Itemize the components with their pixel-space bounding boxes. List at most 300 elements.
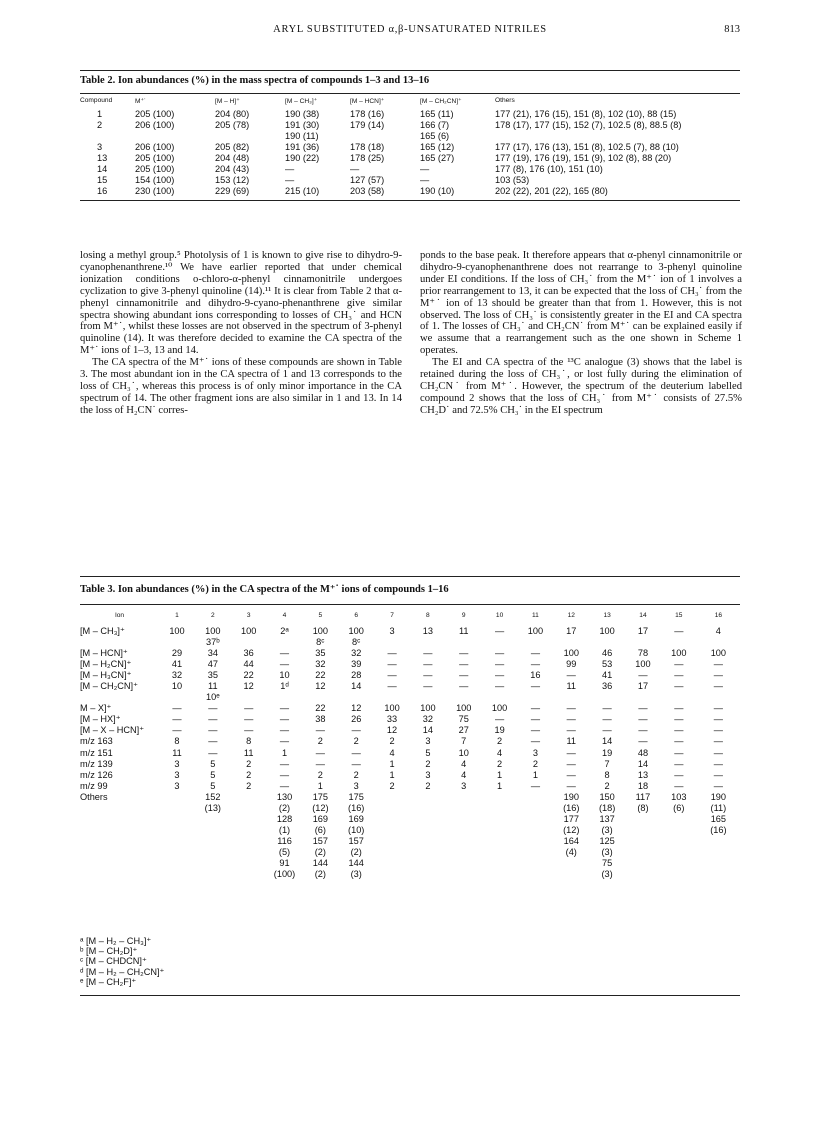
table-cell: [M – HCN]⁺ xyxy=(80,648,128,659)
table-cell: — xyxy=(566,703,576,714)
table-cell: 203 (58) xyxy=(350,186,385,197)
table-cell: 178 (25) xyxy=(350,153,385,164)
table-row xyxy=(80,725,740,736)
table-cell: — xyxy=(674,780,684,791)
table-cell: 44 xyxy=(243,659,254,670)
table2-header-cell: Others xyxy=(495,97,515,104)
table-cell: 8 xyxy=(604,769,610,780)
table-cell: — xyxy=(674,736,684,747)
table-cell xyxy=(374,803,410,814)
table-cell: — xyxy=(387,681,397,692)
table-cell xyxy=(80,836,159,847)
table-cell: 18 xyxy=(637,780,649,791)
table-cell: 13 xyxy=(422,626,433,636)
table-cell: 22 xyxy=(315,670,326,681)
table-cell: 117 xyxy=(635,791,651,802)
table-cell: 2 xyxy=(532,758,538,769)
table-cell xyxy=(195,847,231,858)
table-cell xyxy=(195,836,231,847)
table-cell: 11 xyxy=(566,736,577,747)
table-cell: 48 xyxy=(637,747,649,758)
table-cell xyxy=(661,869,697,880)
table3-footnotes xyxy=(80,936,164,987)
table-cell: 53 xyxy=(601,659,613,670)
table-cell: 2 xyxy=(317,769,323,780)
table-cell xyxy=(159,792,195,803)
table-cell: 100 xyxy=(671,648,687,659)
table-cell: 5 xyxy=(210,780,216,791)
table2-caption: Table 2. Ion abundances (%) in the mass spectra of compounds 1–3 and 13–16 xyxy=(80,75,430,86)
table-cell: — xyxy=(279,725,290,736)
table-cell xyxy=(374,692,410,703)
table-cell: — xyxy=(530,681,541,692)
table-cell xyxy=(80,637,159,648)
table-cell: 22 xyxy=(243,670,254,681)
table-cell xyxy=(553,858,589,869)
table3-header-cell: 2 xyxy=(210,612,215,619)
table-cell: — xyxy=(713,703,723,714)
table-cell xyxy=(482,814,518,825)
table-cell: 41 xyxy=(601,670,613,681)
table-cell: (2) xyxy=(278,802,291,813)
table-cell: 46 xyxy=(601,648,613,659)
table-cell xyxy=(267,692,303,703)
table-cell xyxy=(589,637,625,648)
table-cell: 191 (30) xyxy=(285,120,320,131)
table-cell: — xyxy=(315,725,325,736)
table-cell: 157 xyxy=(312,835,329,846)
table3-header-cell: 1 xyxy=(175,612,179,619)
table-cell: 177 (19), 176 (19), 151 (9), 102 (8), 88 (20) xyxy=(495,153,672,164)
table-cell: 3 xyxy=(97,142,103,153)
table-row xyxy=(80,759,740,770)
table-cell xyxy=(410,692,446,703)
table-cell xyxy=(697,836,740,847)
table-cell: 100 xyxy=(599,626,615,636)
table-cell: — xyxy=(530,725,541,736)
footnote: ᵈ [M – H₂ – CH₂CN]⁺ xyxy=(80,966,165,977)
table-cell: — xyxy=(674,747,684,758)
table-cell: — xyxy=(713,725,723,736)
table-cell: 29 xyxy=(171,648,183,659)
table-cell: (2) xyxy=(350,846,362,857)
table-cell: 1 xyxy=(97,109,103,119)
table-cell: [M – X – HCN]⁺ xyxy=(80,725,145,736)
table-cell: — xyxy=(566,714,576,725)
table-cell xyxy=(625,858,661,869)
table-cell: — xyxy=(530,648,541,659)
table-cell xyxy=(518,858,554,869)
table-cell: 2ᵃ xyxy=(280,626,289,636)
table3-header-cell: 3 xyxy=(246,612,251,619)
table-cell xyxy=(518,847,554,858)
table-cell: 1 xyxy=(281,747,288,758)
table-cell: 15 xyxy=(97,175,108,186)
table-cell: 190 (10) xyxy=(420,186,455,197)
table-cell: 100 xyxy=(491,703,508,714)
table-cell: 35 xyxy=(207,670,218,681)
table-cell xyxy=(518,692,554,703)
table-cell: — xyxy=(566,780,576,791)
table-cell: 41 xyxy=(171,659,183,670)
table-cell: — xyxy=(674,714,684,725)
table-cell xyxy=(338,692,374,703)
table-cell: — xyxy=(351,747,361,758)
table-cell: 14 xyxy=(351,681,362,692)
running-header xyxy=(80,20,740,40)
table-cell xyxy=(482,803,518,814)
table-cell: — xyxy=(713,714,723,725)
table-row xyxy=(80,736,740,747)
table-cell: — xyxy=(423,648,433,659)
table-cell: — xyxy=(530,780,541,791)
table-cell: 22 xyxy=(315,703,326,714)
table-cell: 205 (78) xyxy=(215,120,250,131)
table-cell: 153 (12) xyxy=(215,175,250,186)
table-cell xyxy=(374,836,410,847)
table-cell: — xyxy=(638,714,648,725)
table-cell: — xyxy=(420,175,430,186)
table-cell xyxy=(625,814,661,825)
left-column xyxy=(80,250,402,417)
table-cell: 17 xyxy=(637,681,649,692)
table-row xyxy=(80,869,740,880)
table-cell: 11 xyxy=(208,681,218,692)
table-cell: — xyxy=(172,725,182,736)
table-cell: 100 xyxy=(563,648,579,659)
table-cell xyxy=(446,814,482,825)
table-row xyxy=(80,681,740,692)
table-cell: 3 xyxy=(174,769,180,780)
table-cell: (100) xyxy=(273,869,296,880)
table-cell xyxy=(625,637,661,648)
table-cell: — xyxy=(459,648,469,659)
table3-header-cell: 6 xyxy=(354,612,359,619)
table-cell: 205 (100) xyxy=(135,153,175,164)
table-cell: 169 xyxy=(312,813,329,824)
table-cell: 16 xyxy=(97,186,108,197)
table-cell: 215 (10) xyxy=(285,186,320,197)
table-cell: — xyxy=(351,758,361,769)
table3-bottom-rule xyxy=(80,995,740,996)
table-cell xyxy=(231,814,267,825)
table-cell: 205 (82) xyxy=(215,142,250,153)
table-cell: — xyxy=(494,659,505,670)
table-cell: 229 (69) xyxy=(215,186,250,197)
table-cell: — xyxy=(279,736,290,747)
table-cell xyxy=(446,692,482,703)
table-cell: — xyxy=(350,164,360,175)
table-cell: — xyxy=(602,703,612,714)
table-cell: 100 xyxy=(312,626,329,636)
table2-bottom-rule xyxy=(80,200,740,201)
table-cell: 17 xyxy=(566,626,577,636)
table-cell: — xyxy=(713,780,723,791)
table-cell: 125 xyxy=(599,835,615,846)
table-cell xyxy=(518,825,554,836)
table-cell: (18) xyxy=(598,802,616,813)
table-cell: — xyxy=(172,703,182,714)
table-cell: — xyxy=(208,725,218,736)
table-cell: 202 (22), 201 (22), 165 (80) xyxy=(495,186,608,197)
table3-header-cell: 14 xyxy=(639,612,647,619)
table-row xyxy=(80,670,740,681)
table-cell: 3 xyxy=(425,736,431,747)
table-cell: 4 xyxy=(497,747,503,758)
table-cell: — xyxy=(566,758,576,769)
table-cell xyxy=(625,869,661,880)
table-cell: 10ᵉ xyxy=(206,692,220,703)
table-cell: 3 xyxy=(353,780,359,791)
table-cell: 100 xyxy=(635,659,651,670)
table-cell xyxy=(80,803,159,814)
table-cell: 116 xyxy=(277,835,292,846)
table-cell: 191 (36) xyxy=(285,142,320,153)
table-cell: 100 xyxy=(527,626,544,636)
table-cell xyxy=(495,131,740,142)
table-row xyxy=(80,637,740,648)
table-cell xyxy=(374,858,410,869)
table-cell xyxy=(697,869,740,880)
table-cell xyxy=(231,847,267,858)
table-cell: 10 xyxy=(458,747,469,758)
table-cell: 137 xyxy=(599,813,615,824)
table-cell: 100 xyxy=(205,626,221,636)
table2 xyxy=(80,97,740,197)
table-cell: 2 xyxy=(425,780,431,791)
table-cell: 5 xyxy=(210,758,216,769)
table-cell: 178 (16) xyxy=(350,109,385,119)
table-cell: — xyxy=(420,164,430,175)
table-cell: 165 (27) xyxy=(420,153,455,164)
table-cell xyxy=(80,692,159,703)
table-cell: (13) xyxy=(204,802,221,813)
table-cell xyxy=(518,637,554,648)
table-cell xyxy=(302,692,338,703)
table-cell: [M – H₃CN]⁺ xyxy=(80,670,132,681)
table-cell: — xyxy=(713,659,723,670)
table-cell xyxy=(446,637,482,648)
table-cell: 8 xyxy=(174,736,180,747)
table-row xyxy=(80,781,740,792)
table-cell xyxy=(159,825,195,836)
table-cell xyxy=(482,847,518,858)
table-cell: 178 (17), 177 (15), 152 (7), 102.5 (8), 88.5 (8) xyxy=(495,120,682,131)
table-cell xyxy=(518,803,554,814)
table-cell: (3) xyxy=(350,869,362,880)
table-cell xyxy=(215,131,285,142)
table-cell: — xyxy=(172,714,182,725)
table-cell: (3) xyxy=(601,846,613,857)
table-cell: 26 xyxy=(351,714,362,725)
table-cell: 4 xyxy=(461,758,467,769)
table-cell: 166 (7) xyxy=(420,120,450,131)
table-cell: (6) xyxy=(314,824,326,835)
table-cell: 230 (100) xyxy=(135,186,175,197)
table-cell: — xyxy=(279,703,290,714)
table-cell: [M – CH₃]⁺ xyxy=(80,626,125,636)
table-cell xyxy=(159,692,195,703)
table-cell: 169 xyxy=(348,813,364,824)
table-cell xyxy=(195,869,231,880)
table-row xyxy=(80,109,740,120)
table-cell: 204 (80) xyxy=(215,109,250,119)
table3-header-cell: 12 xyxy=(567,612,575,619)
table3-header-cell: 4 xyxy=(282,612,287,619)
table-row xyxy=(80,748,740,759)
table-cell: 17 xyxy=(637,626,649,636)
table-cell: 177 (8), 176 (10), 151 (10) xyxy=(495,164,603,175)
table-cell: 2 xyxy=(353,736,359,747)
table-cell: 13 xyxy=(97,153,108,164)
table-cell xyxy=(410,869,446,880)
table-cell xyxy=(159,637,195,648)
table-cell xyxy=(231,825,267,836)
table-cell: — xyxy=(638,725,648,736)
table-cell xyxy=(589,692,625,703)
table-cell: m/z 151 xyxy=(80,747,113,758)
table-cell: — xyxy=(494,626,505,636)
table-cell: — xyxy=(566,747,576,758)
table-cell: 100 xyxy=(420,703,436,714)
table2-header-rule xyxy=(80,93,740,94)
table-cell: — xyxy=(530,703,541,714)
table-cell: — xyxy=(423,681,433,692)
paragraph: losing a methyl group.⁵ Photolysis of 1 is known to give rise to dihydro-9-cyanophenanthrene.¹⁰ We have earlier reported that under chemical ionization conditions o-chloro-α-phenyl cinnamonitrile undergoes cyclization to give 3-phenyl quinoline (14).¹¹ It is clear from Table 2 that α-phenyl cinnamonitrile and dihydro-9-cyano-phenanthrene give similar spectra showing abundant ions corresponding to losses of CH₃˙ and HCN from M⁺˙, whilst these losses are not observed in the spectrum of 3-phenyl quinoline (14). It was therefore decided to examine the CA spectra of the M⁺˙ ions of 1–3, 13 and 14. xyxy=(80,250,402,357)
table-cell: 14 xyxy=(422,725,433,736)
table-cell xyxy=(195,825,231,836)
table-cell xyxy=(374,869,410,880)
table-cell: 36 xyxy=(601,681,613,692)
table-cell: — xyxy=(423,659,433,670)
table-cell xyxy=(661,825,697,836)
table-cell: (3) xyxy=(601,824,613,835)
table-cell: 1 xyxy=(389,769,395,780)
table3-header-cell: 16 xyxy=(714,612,723,619)
table-cell: 14 xyxy=(97,164,108,175)
table-cell: 100 xyxy=(348,626,364,636)
table-cell: — xyxy=(638,703,648,714)
table-cell xyxy=(267,637,303,648)
table-cell: 175 xyxy=(312,791,329,802)
table-cell: 2 xyxy=(246,780,252,791)
table-cell: 2 xyxy=(317,736,323,747)
table-cell: 12 xyxy=(315,681,326,692)
table-cell: — xyxy=(494,648,505,659)
table-row xyxy=(80,142,740,153)
table-cell: — xyxy=(713,670,723,681)
table-cell: — xyxy=(208,703,218,714)
table-cell xyxy=(482,825,518,836)
table-cell xyxy=(195,858,231,869)
table-row xyxy=(80,703,740,714)
table-cell: 144 xyxy=(348,857,364,868)
table-cell: 5 xyxy=(210,769,216,780)
table-cell: 2 xyxy=(389,736,395,747)
table-cell: — xyxy=(713,747,723,758)
table-cell: — xyxy=(566,670,576,681)
page-number: 813 xyxy=(724,24,740,35)
table-cell: 1ᵈ xyxy=(280,681,289,692)
table-cell: — xyxy=(674,769,684,780)
table-cell xyxy=(231,637,267,648)
table-cell: — xyxy=(208,747,218,758)
table-cell xyxy=(80,847,159,858)
table-cell xyxy=(661,814,697,825)
table-cell: 190 (38) xyxy=(285,109,320,119)
table-cell: — xyxy=(530,736,541,747)
table-cell: — xyxy=(387,659,397,670)
table-cell xyxy=(350,131,420,142)
table-cell xyxy=(80,869,159,880)
table-cell: — xyxy=(638,670,648,681)
table-row xyxy=(80,770,740,781)
table-cell: 175 xyxy=(348,791,364,802)
table-cell: (11) xyxy=(710,802,727,813)
footnote: ᶜ [M – CHDCN]⁺ xyxy=(80,956,147,967)
table3 xyxy=(80,612,740,880)
table-cell: 165 xyxy=(710,813,727,824)
table-cell xyxy=(374,792,410,803)
table-cell: — xyxy=(713,769,723,780)
table-cell xyxy=(697,847,740,858)
table-cell: 19 xyxy=(601,747,613,758)
table-cell: 1 xyxy=(497,780,503,791)
table-cell: 179 (14) xyxy=(350,120,385,131)
table-cell: 2 xyxy=(497,736,503,747)
table-cell xyxy=(482,858,518,869)
table-cell xyxy=(553,869,589,880)
table-cell xyxy=(446,836,482,847)
table-cell: — xyxy=(566,769,576,780)
table-cell xyxy=(410,858,446,869)
table-cell: 157 xyxy=(348,835,364,846)
table-cell: — xyxy=(638,736,648,747)
table-row xyxy=(80,825,740,836)
table2-header-cell: M⁺˙ xyxy=(135,98,147,105)
table-cell: — xyxy=(279,758,290,769)
table-cell xyxy=(661,847,697,858)
table-cell: 144 xyxy=(312,857,329,868)
table-row xyxy=(80,659,740,670)
table-cell xyxy=(697,637,740,648)
table-cell: — xyxy=(602,714,612,725)
table-cell: 165 (12) xyxy=(420,142,455,153)
table-cell xyxy=(410,825,446,836)
table-cell xyxy=(410,803,446,814)
table-row xyxy=(80,858,740,869)
table3-header-cell: 10 xyxy=(495,612,504,619)
table-cell: 177 (17), 176 (13), 151 (8), 102.5 (7), 88 (10) xyxy=(495,142,679,153)
table-cell: 3 xyxy=(389,626,395,636)
table-cell xyxy=(518,869,554,880)
table-cell: — xyxy=(244,725,254,736)
table-cell: 3 xyxy=(425,769,431,780)
table-row xyxy=(80,803,740,814)
table-cell: — xyxy=(315,758,325,769)
table-cell xyxy=(446,847,482,858)
table-cell xyxy=(410,792,446,803)
table-cell: 32 xyxy=(351,648,362,659)
table-cell: — xyxy=(244,714,254,725)
table-cell xyxy=(159,836,195,847)
table-cell: 205 (100) xyxy=(135,164,175,175)
running-title: ARYL SUBSTITUTED α,β-UNSATURATED NITRILES xyxy=(273,24,547,35)
table2-header-cell: [M – H]⁺ xyxy=(215,98,240,105)
table3-header-cell: 13 xyxy=(603,612,611,619)
table-cell xyxy=(135,131,215,142)
table-cell: — xyxy=(459,670,469,681)
